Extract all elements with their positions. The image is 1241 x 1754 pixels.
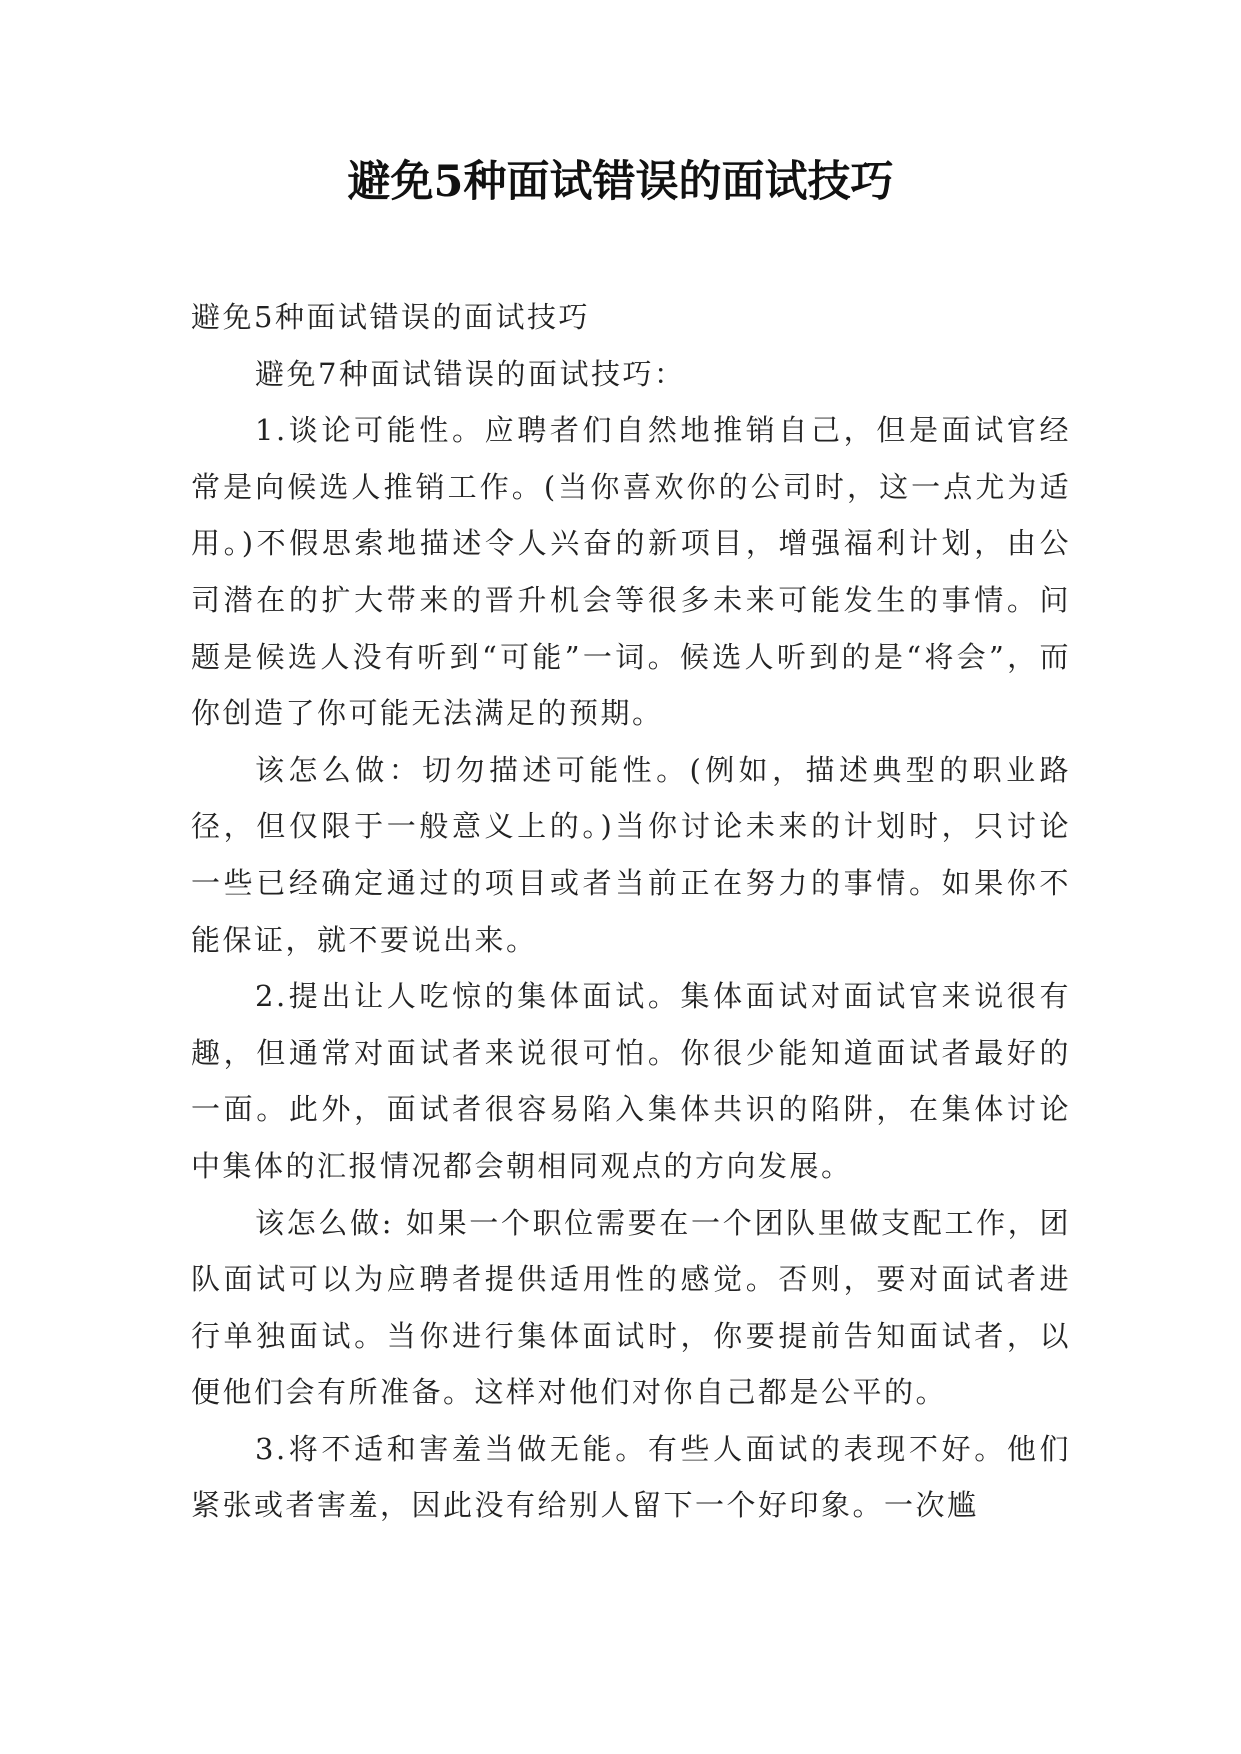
- document-title: 避免5种面试错误的面试技巧: [347, 157, 894, 207]
- paragraph-item-3: 3.将不适和害羞当做无能。有些人面试的表现不好。他们紧张或者害羞，因此没有给别人留下一个好印象。一次尴: [191, 1431, 1071, 1523]
- document-body: [191, 289, 1071, 1534]
- paragraph-item-2: 2.提出让人吃惊的集体面试。集体面试对面试官来说很有趣，但通常对面试者来说很可怕。你很少能知道面试者最好的一面。此外，面试者很容易陷入集体共识的陷阱，在集体讨论中集体的汇报情况都会朝相同观点的方向发展。: [191, 979, 1071, 1183]
- paragraph-subtitle: 避免5种面试错误的面试技巧: [191, 300, 590, 334]
- paragraph-intro: 避免7种面试错误的面试技巧：: [255, 356, 686, 391]
- paragraph-item-2-advice: 该怎么做: 如果一个职位需要在一个团队里做支配工作，团队面试可以为应聘者提供适用性的感觉。否则，要对面试者进行单独面试。当你进行集体面试时，你要提前告知面试者，以便他们会有所准备。这样对他们对你自己都是公平的。: [191, 1205, 1071, 1410]
- paragraph-item-1-advice: 该怎么做：切勿描述可能性。(例如，描述典型的职业路径，但仅限于一般意义上的。)当你讨论未来的计划时，只讨论一些已经确定通过的项目或者当前正在努力的事情。如果你不能保证，就不要说出来。: [191, 752, 1071, 957]
- paragraph-item-1: 1.谈论可能性。应聘者们自然地推销自己，但是面试官经常是向候选人推销工作。(当你喜欢你的公司时，这一点尤为适用。)不假思索地描述令人兴奋的新项目，增强福利计划，由公司潜在的扩大带来的晋升机会等很多未来可能发生的事情。问题是候选人没有听到“可能”一词。候选人听到的是“将会”，而你创造了你可能无法满足的预期。: [191, 413, 1071, 731]
